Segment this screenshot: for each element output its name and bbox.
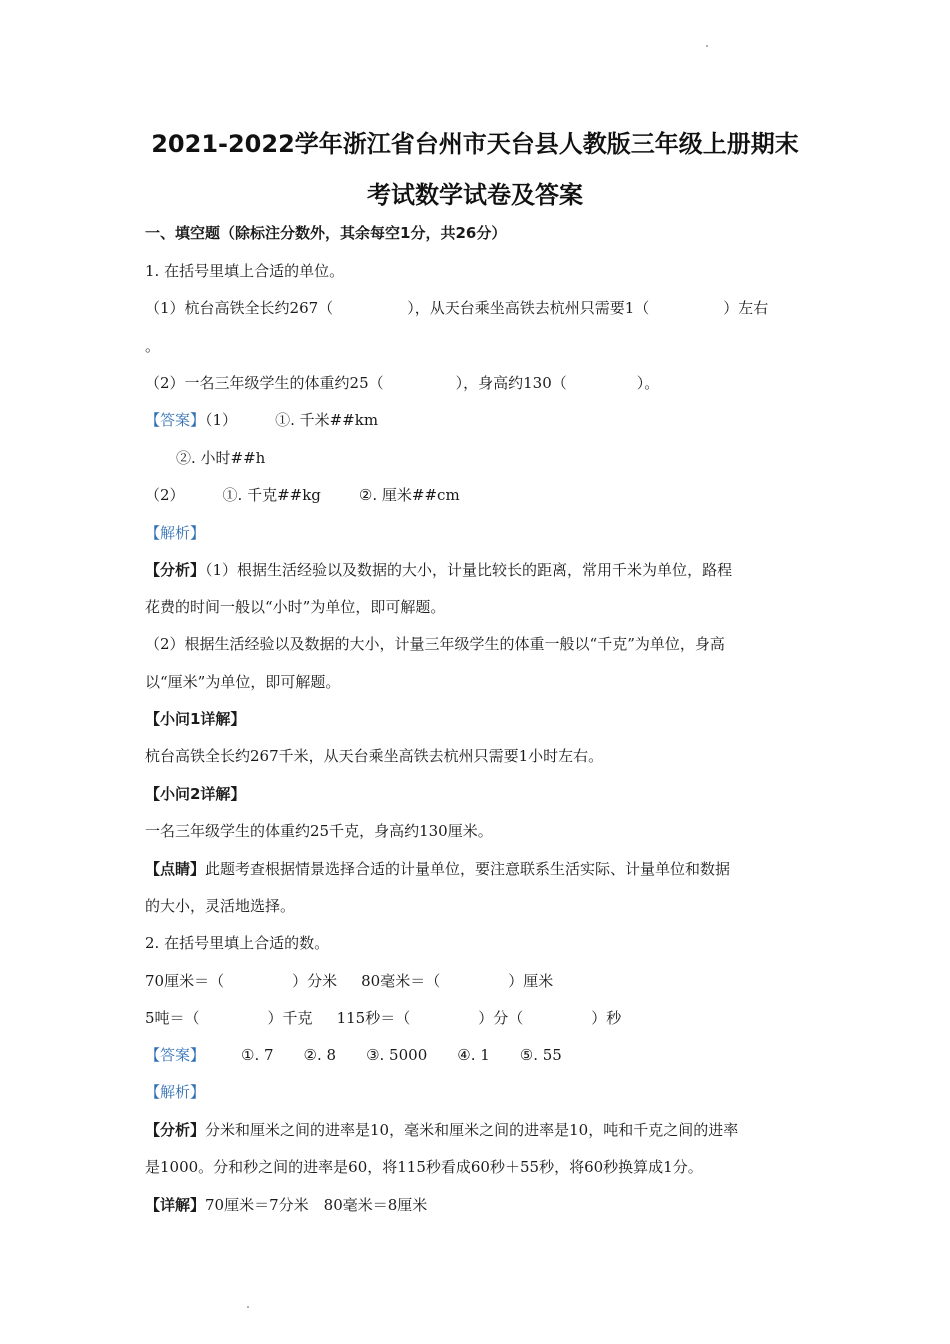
q1-part2-a: （2）一名三年级学生的体重约25（ <box>145 374 384 392</box>
q1-part1-end: 。 <box>145 337 161 355</box>
q1-part1-a: （1）杭台高铁全长约267（ <box>145 299 334 317</box>
doc-title-line-1: 2021-2022学年浙江省台州市天台县人教版三年级上册期末 <box>151 130 799 158</box>
q1-fenxi-1a <box>145 560 732 580</box>
doc-title-line-2: 考试数学试卷及答案 <box>367 181 583 209</box>
q1-part1 <box>145 298 768 318</box>
q2-l1-b: ）分米 <box>292 972 338 990</box>
q2-l2-a: 5吨＝（ <box>145 1009 200 1027</box>
q1-stem: 1. 在括号里填上合适的单位。 <box>145 262 345 280</box>
q1-part2-c: ）。 <box>636 374 660 392</box>
q2-answer-1: ①. 7 <box>241 1046 274 1064</box>
q1-sub2-text: 一名三年级学生的体重约25千克，身高约130厘米。 <box>145 822 493 840</box>
q1-fenxi-1b: 花费的时间一般以“小时”为单位，即可解题。 <box>145 598 446 616</box>
q2-answer-3: ③. 5000 <box>366 1046 428 1064</box>
q2-l1-d: ）厘米 <box>508 972 554 990</box>
q2-line-2 <box>145 1008 621 1028</box>
q2-answer-4: ④. 1 <box>457 1046 490 1064</box>
q2-answer-row <box>145 1045 562 1065</box>
q2-detail-tag: 【详解】 <box>145 1196 206 1214</box>
q1-answer-1-label: （1） <box>205 411 238 429</box>
q2-answer-2: ②. 8 <box>303 1046 337 1064</box>
q1-answer-2a: ①. 千克##kg <box>222 486 321 504</box>
q2-l1-a: 70厘米＝（ <box>145 972 225 990</box>
q1-analysis-tag: 【解析】 <box>145 524 206 542</box>
q2-l2-c: 115秒＝（ <box>336 1009 411 1027</box>
q1-fenxi-1a-text: （1）根据生活经验以及数据的大小，计量比较长的距离，常用千米为单位，路程 <box>205 561 733 579</box>
q2-detail-text: 70厘米＝7分米 80毫米＝8厘米 <box>205 1196 428 1214</box>
q1-dianjing-tag: 【点睛】 <box>145 860 206 878</box>
q2-answer-tag: 【答案】 <box>145 1046 206 1064</box>
q1-dianjing-a-text: 此题考查根据情景选择合适的计量单位，要注意联系生活实际、计量单位和数据 <box>205 860 731 878</box>
q2-line-1 <box>145 971 553 991</box>
q1-part2 <box>145 373 659 393</box>
q1-dianjing-b: 的大小，灵活地选择。 <box>145 897 296 915</box>
q2-l2-e: ）秒 <box>591 1009 622 1027</box>
q2-fenxi-a <box>145 1120 738 1140</box>
q1-answer-tag: 【答案】 <box>145 411 206 429</box>
q1-answer-1b: ②. 小时##h <box>176 449 266 467</box>
q2-fenxi-tag: 【分析】 <box>145 1121 206 1139</box>
q1-answer-2b: ②. 厘米##cm <box>358 486 460 504</box>
q1-sub1-tag: 【小问1详解】 <box>145 710 246 728</box>
q2-stem: 2. 在括号里填上合适的数。 <box>145 934 330 952</box>
footer-dot <box>247 1306 249 1308</box>
q2-l2-d: ）分（ <box>478 1009 524 1027</box>
q1-answer-row-1 <box>145 410 378 430</box>
q2-fenxi-b: 是1000。分和秒之间的进率是60，将115秒看成60秒＋55秒，将60秒换算成1分。 <box>145 1158 703 1176</box>
q1-answer-1a: ①. 千米##km <box>275 411 379 429</box>
q1-fenxi-2b: 以“厘米”为单位，即可解题。 <box>145 673 341 691</box>
q1-answer-row-2 <box>145 485 460 505</box>
q1-part1-b: ），从天台乘坐高铁去杭州只需要1（ <box>407 299 650 317</box>
q1-fenxi-tag: 【分析】 <box>145 561 206 579</box>
q1-answer-2-label: （2） <box>145 486 185 504</box>
q2-analysis-tag: 【解析】 <box>145 1083 206 1101</box>
q2-fenxi-a-text: 分米和厘米之间的进率是10，毫米和厘米之间的进率是10，吨和千克之间的进率 <box>205 1121 739 1139</box>
q1-sub2-tag: 【小问2详解】 <box>145 785 246 803</box>
q2-answer-5: ⑤. 55 <box>519 1046 562 1064</box>
q1-part2-b: ），身高约130（ <box>455 374 567 392</box>
header-dot <box>706 45 708 47</box>
q2-l1-c: 80毫米＝（ <box>361 972 441 990</box>
section-heading: 一、填空题（除标注分数外，其余每空1分，共26分） <box>145 224 507 242</box>
q1-dianjing-a <box>145 859 730 879</box>
q1-fenxi-2a: （2）根据生活经验以及数据的大小，计量三年级学生的体重一般以“千克”为单位，身高 <box>145 635 725 653</box>
q1-part1-c: ）左右 <box>723 299 769 317</box>
q2-detail <box>145 1195 427 1215</box>
q2-l2-b: ）千克 <box>267 1009 313 1027</box>
q1-sub1-text: 杭台高铁全长约267千米，从天台乘坐高铁去杭州只需要1小时左右。 <box>145 747 604 765</box>
